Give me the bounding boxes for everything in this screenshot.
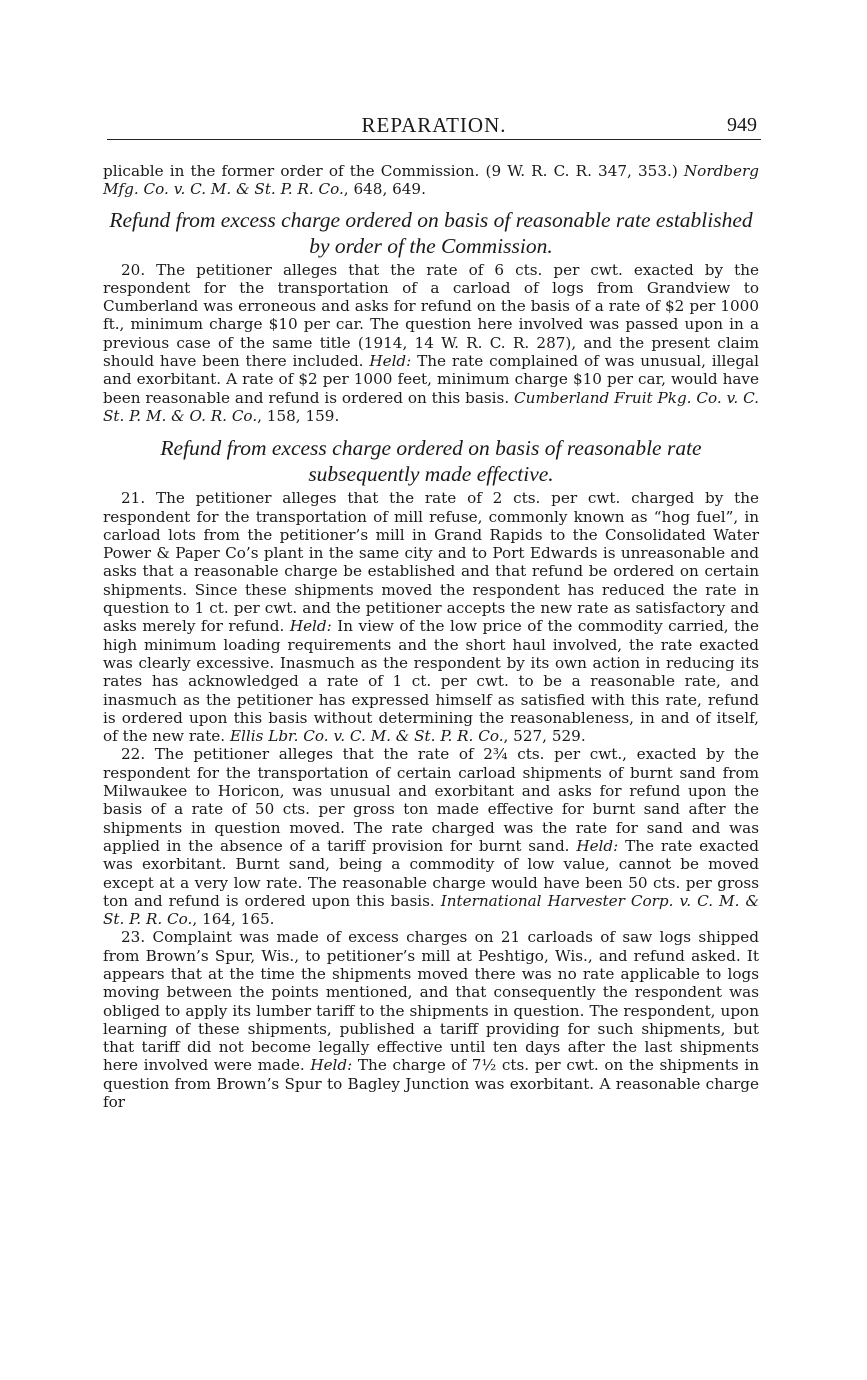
page-number: 949 [727,114,757,136]
continuation-text: plicable in the former order of the Commission. (9 W. R. C. R. 347, 353.) [103,162,684,180]
held-label: Held: [369,352,412,371]
case-citation: International Harvester Corp. v. C. M. & St. P. R. Co. [103,891,759,929]
paragraph-body: 20. The petitioner alleges that the rate of 6 cts. per cwt. exacted by the respondent for the transportation of a carload of logs from Grandview to Cumberland was erroneous and asks for refund on the basis of a rate of $2 per 1000 ft., minimum charge $10 per car. The question here involved was passed upon in a previous case of the same title (1914, 14 W. R. C. R. 287), and the present claim should have been there included. [103,260,759,371]
paragraph-body: 23. Complaint was made of excess charges on 21 carloads of saw logs shipped from Brown’s Spur, Wis., to petitioner’s mill at Peshtigo, Wis., and refund asked. It appears that at the time the shipments moved there was no rate applicable to logs moving between the points mentioned, and that consequently the respondent was obliged to apply its lumber tariff to the shipments in question. The respondent, upon learning of these shipments, published a tariff providing for such shipments, but that tariff did not become legally effective until ten days after the last shipments here involved were made. [103,928,759,1075]
section-heading: Refund from excess charge ordered on basis of reasonable rate established by order of the Commission. [109,207,753,258]
continuation-paragraph [103,162,759,199]
paragraph-holding: The rate exacted was exorbitant. Burnt sand, being a commodity of low value, cannot be moved except at a very low rate. The reasonable charge would have been 50 cts. per gross ton and refund is ordered upon this basis. [103,836,760,910]
held-label: Held: [310,1056,353,1075]
citation-pages: , 164, 165. [192,910,275,929]
case-citation: Nordberg Mfg. Co. v. C. M. & St. P. R. Co. [103,162,759,199]
paragraph-23 [103,928,759,1111]
section-heading: Refund from excess charge ordered on basis of reasonable rate subsequently made effective. [160,436,702,487]
case-citation: Ellis Lbr. Co. v. C. M. & St. P. R. Co. [229,727,504,746]
citation-pages: , 158, 159. [257,406,340,425]
paragraph-20 [103,261,759,426]
paragraph-body: 22. The petitioner alleges that the rate of 2¾ cts. per cwt., exacted by the respondent for the transportation of certain carload shipments of burnt sand from Milwaukee to Horicon, was unusual and exorbitant and asks for refund upon the basis of a rate of 50 cts. per gross ton made effective for burnt sand after the shipments in question moved. The rate charged was the rate for sand and was applied in the absence of a tariff provision for burnt sand. [103,745,759,855]
paragraph-21 [103,489,759,745]
running-head: REPARATION. [361,113,507,137]
page-header [107,113,761,140]
paragraph-holding: The charge of 7½ cts. per cwt. on the shipments in question from Brown’s Spur to Bagley Junction was exorbitant. A reasonable charge for [103,1056,759,1112]
page-body [103,162,759,1111]
held-label: Held: [289,617,332,636]
paragraph-holding: In view of the low price of the commodity carried, the high minimum loading requirements and the short haul involved, the rate exacted was clearly excessive. Inasmuch as the respondent by its own action in reducing its rates has acknowledged a rate of 1 ct. per cwt. to be a reasonable rate, and inasmuch as the petitioner has expressed himself as satisfied with this rate, refund is ordered upon this basis without determining the reasonableness, in and of itself, of the new rate. [103,617,759,746]
paragraph-holding: The rate complained of was unusual, illegal and exorbitant. A rate of $2 per 1000 feet, minimum charge $10 per car, would have been reasonable and refund is ordered on this basis. [103,352,759,407]
citation-pages: , 648, 649. [343,180,426,199]
paragraph-body: 21. The petitioner alleges that the rate of 2 cts. per cwt. charged by the respondent for the transportation of mill refuse, commonly known as “hog fuel”, in carload lots from the petitioner’s mill in Grand Rapids to the Consolidated Water Power & Paper Co’s plant in the same city and to Port Edwards is unreasonable and asks that a reasonable charge be established and that refund be ordered on certain shipments. Since these shipments moved the respondent has reduced the rate in question to 1 ct. per cwt. and the petitioner accepts the new rate as satisfactory and asks merely for refund. [103,489,759,636]
paragraph-22 [103,745,759,928]
held-label: Held: [576,836,619,855]
citation-pages: , 527, 529. [503,727,586,746]
case-citation: Cumberland Fruit Pkg. Co. v. C. St. P. M. & O. R. Co. [103,388,759,425]
